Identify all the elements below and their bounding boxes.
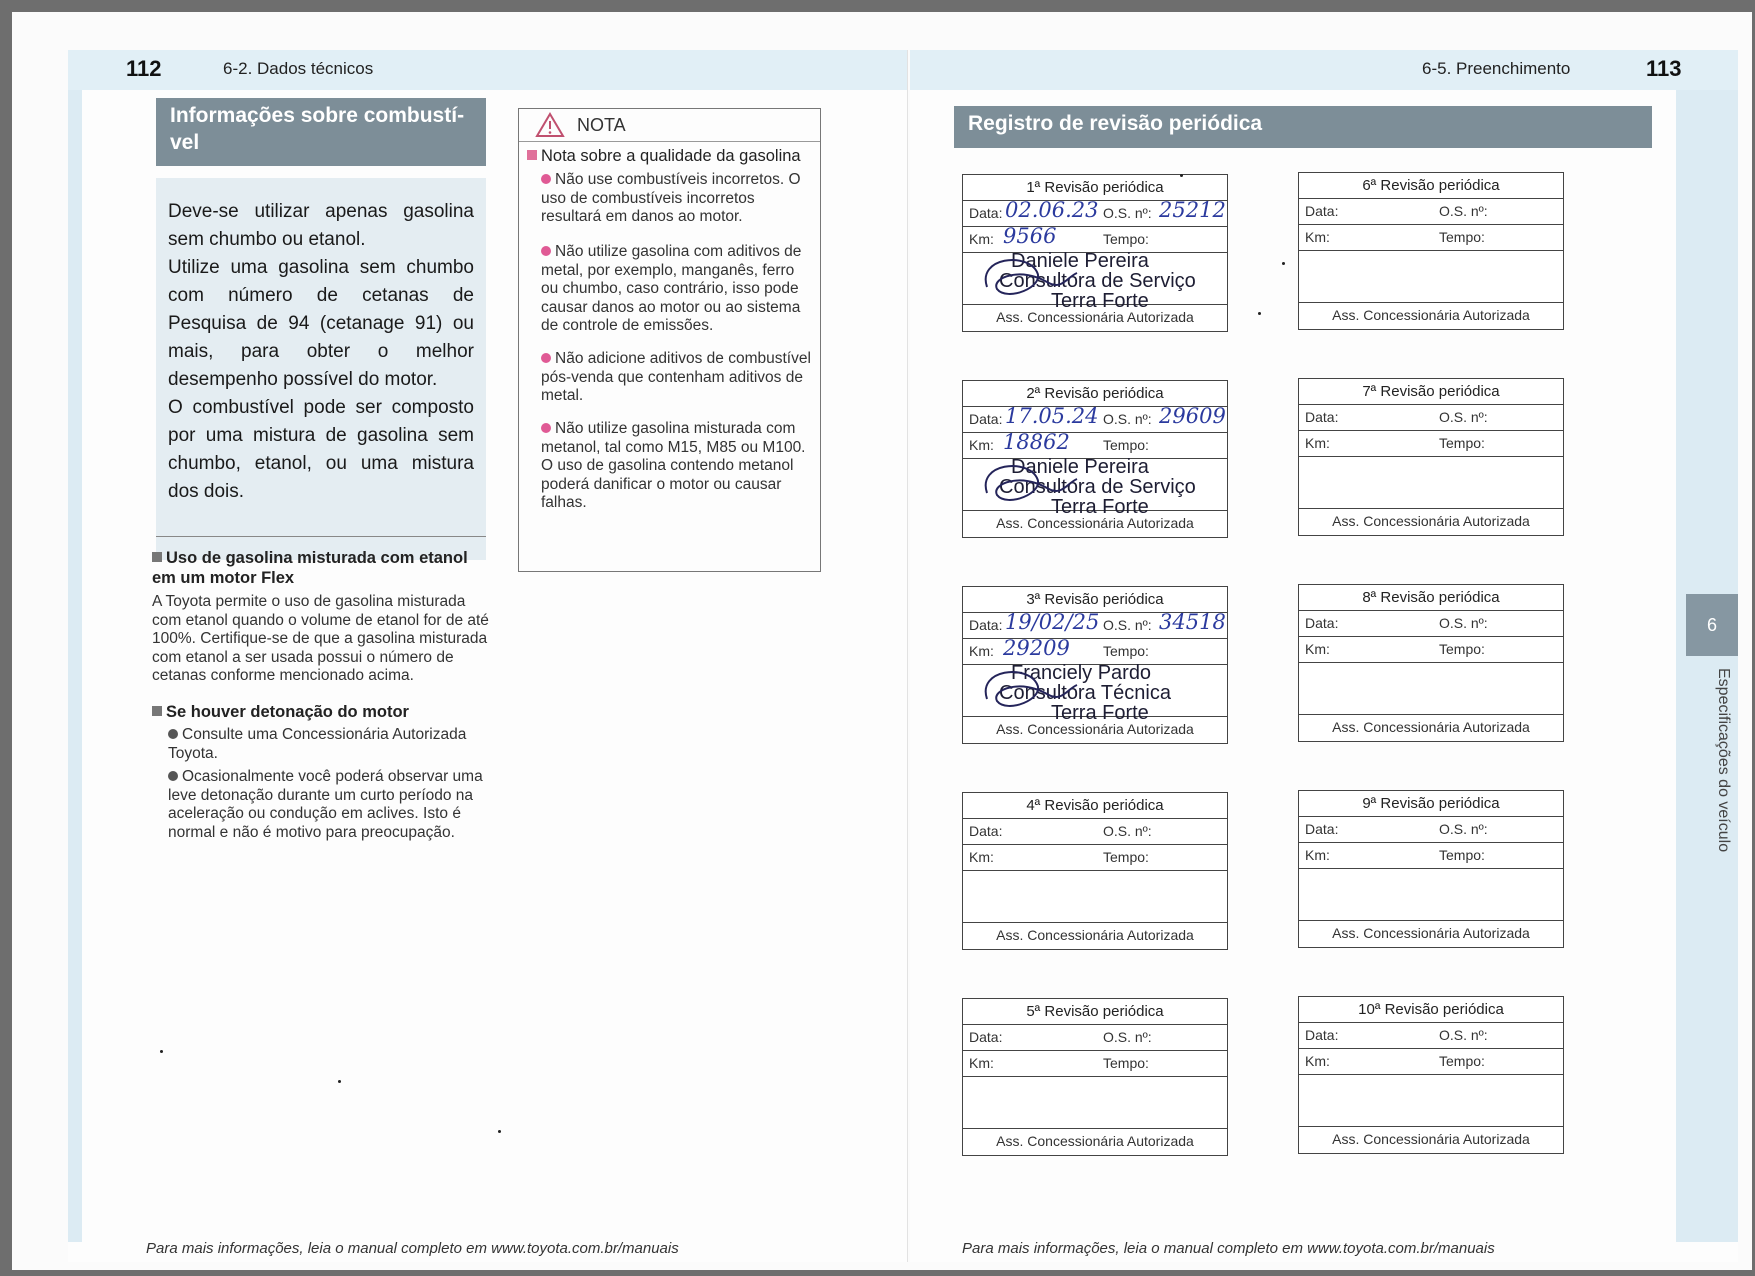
signature-label: Ass. Concessionária Autorizada xyxy=(1332,1131,1530,1147)
nota-bullet: Não utilize gasolina com aditivos de metal, por exemplo, manganês, ferro ou chumbo, caso contrário, isso pode causar danos ao motor ou ao sistema de controle de emissões. xyxy=(541,243,802,334)
revision-title: 10ª Revisão periódica xyxy=(1299,997,1563,1023)
revision-card xyxy=(1298,790,1564,948)
scan-speck xyxy=(1180,174,1183,177)
signature-area xyxy=(1299,869,1563,921)
stamp-line: Consultora Técnica xyxy=(999,682,1171,704)
date-label: Data: xyxy=(1305,615,1339,631)
signature-label: Ass. Concessionária Autorizada xyxy=(996,515,1194,531)
os-label: O.S. nº: xyxy=(1439,821,1488,837)
handwritten-signature xyxy=(967,453,1087,523)
scan-speck xyxy=(498,1130,501,1133)
tempo-label: Tempo: xyxy=(1103,437,1149,453)
signature-label: Ass. Concessionária Autorizada xyxy=(1332,925,1530,941)
date-value: 19/02/25 xyxy=(1005,610,1100,634)
tempo-label: Tempo: xyxy=(1439,641,1485,657)
detonation-heading: Se houver detonação do motor xyxy=(152,702,409,722)
round-bullet-icon xyxy=(168,771,178,781)
nota-header xyxy=(519,109,820,142)
revision-title: 1ª Revisão periódica xyxy=(963,175,1227,201)
km-value: 18862 xyxy=(1003,430,1070,454)
handwritten-signature xyxy=(967,247,1087,317)
revision-title: 2ª Revisão periódica xyxy=(963,381,1227,407)
stamp-line: Daniele Pereira xyxy=(1011,250,1149,272)
km-label: Km: xyxy=(969,849,994,865)
signature-area xyxy=(1299,457,1563,509)
fuel-info-header: Informações sobre combustí- vel xyxy=(156,98,486,166)
stamp-line: Daniele Pereira xyxy=(1011,456,1149,478)
signature-label: Ass. Concessionária Autorizada xyxy=(1332,719,1530,735)
signature-area xyxy=(963,871,1227,923)
signature-area xyxy=(963,456,1227,518)
detonation-bullet: Consulte uma Concessionária Autorizada Toyota. xyxy=(168,726,467,762)
revision-title: 8ª Revisão periódica xyxy=(1299,585,1563,611)
nota-bullet: Não use combustíveis incorretos. O uso de combustíveis incorretos resultará em danos ao motor. xyxy=(541,171,801,225)
km-row xyxy=(963,845,1227,871)
right-page xyxy=(910,50,1738,1262)
km-label: Km: xyxy=(1305,1053,1330,1069)
tempo-label: Tempo: xyxy=(1103,849,1149,865)
os-label: O.S. nº: xyxy=(1439,203,1488,219)
km-label: Km: xyxy=(1305,229,1330,245)
date-row xyxy=(963,819,1227,845)
signature-label: Ass. Concessionária Autorizada xyxy=(1332,513,1530,529)
tempo-label: Tempo: xyxy=(1439,435,1485,451)
handwritten-signature xyxy=(967,659,1087,729)
revision-card xyxy=(1298,584,1564,742)
signature-area xyxy=(963,662,1227,724)
round-bullet-icon xyxy=(541,423,551,433)
os-label: O.S. nº: xyxy=(1103,1029,1152,1045)
nota-bullet: Não utilize gasolina misturada com metanol, tal como M15, M85 ou M100. O uso de gasolina contendo metanol poderá danificar o motor ou causar falhas. xyxy=(541,420,806,511)
stamp-line: Terra Forte xyxy=(1051,702,1149,724)
detonation-bullet: Ocasionalmente você poderá observar uma leve detonação durante um curto período na aceleração ou condução em aclives. Isto é normal e não é motivo para preocupação. xyxy=(168,768,483,841)
date-value: 17.05.24 xyxy=(1005,404,1099,428)
nota-box xyxy=(518,108,821,572)
signature-area xyxy=(963,250,1227,312)
scan-speck xyxy=(1282,262,1285,265)
paragraph: Utilize uma gasolina sem chumbo com número de cetanas de Pesquisa de 94 (cetanage 91) ou mais, para obter o melhor desempenho possível do motor. xyxy=(168,257,474,390)
date-label: Data: xyxy=(969,205,1003,221)
os-value: 29609 xyxy=(1159,404,1226,428)
revision-card xyxy=(962,792,1228,950)
footer-note: Para mais informações, leia o manual completo em www.toyota.com.br/manuais xyxy=(962,1240,1495,1257)
km-label: Km: xyxy=(969,1055,994,1071)
top-band xyxy=(910,50,1738,90)
date-row xyxy=(1299,817,1563,843)
signature-area xyxy=(1299,1075,1563,1127)
scan-speck xyxy=(338,1080,341,1083)
warning-icon xyxy=(535,112,565,138)
signature-label: Ass. Concessionária Autorizada xyxy=(996,927,1194,943)
date-row xyxy=(1299,611,1563,637)
nota-bullet: Não adicione aditivos de combustível pós-venda que contenham aditivos de metal. xyxy=(541,350,811,404)
top-band xyxy=(68,50,907,90)
tempo-label: Tempo: xyxy=(1439,1053,1485,1069)
scan-speck xyxy=(1258,312,1261,315)
revision-card xyxy=(962,174,1228,332)
signature-label: Ass. Concessionária Autorizada xyxy=(996,721,1194,737)
divider xyxy=(156,536,486,537)
revision-title: 7ª Revisão periódica xyxy=(1299,379,1563,405)
km-row xyxy=(1299,637,1563,663)
round-bullet-icon xyxy=(541,353,551,363)
date-label: Data: xyxy=(1305,203,1339,219)
square-bullet-icon xyxy=(527,150,537,160)
signature-area xyxy=(963,1077,1227,1129)
tempo-label: Tempo: xyxy=(1439,847,1485,863)
date-label: Data: xyxy=(1305,821,1339,837)
stamp-line: Consultora de Serviço xyxy=(999,476,1196,498)
os-label: O.S. nº: xyxy=(1439,409,1488,425)
km-label: Km: xyxy=(1305,847,1330,863)
km-label: Km: xyxy=(1305,435,1330,451)
os-label: O.S. nº: xyxy=(1103,411,1152,427)
revision-record-header: Registro de revisão periódica xyxy=(954,106,1652,148)
os-value: 25212 xyxy=(1159,198,1226,222)
revision-card xyxy=(1298,378,1564,536)
revision-card xyxy=(1298,996,1564,1154)
date-label: Data: xyxy=(969,1029,1003,1045)
revision-title: 5ª Revisão periódica xyxy=(963,999,1227,1025)
section-name: 6-2. Dados técnicos xyxy=(223,59,374,78)
revision-card xyxy=(962,586,1228,744)
signature-area xyxy=(1299,251,1563,303)
date-label: Data: xyxy=(969,823,1003,839)
scan-speck xyxy=(160,1050,163,1053)
revision-card xyxy=(1298,172,1564,330)
stamp-line: Terra Forte xyxy=(1051,290,1149,312)
km-label: Km: xyxy=(1305,641,1330,657)
km-value: 9566 xyxy=(1003,224,1057,248)
round-bullet-icon xyxy=(541,174,551,184)
os-label: O.S. nº: xyxy=(1103,617,1152,633)
page-number: 112 xyxy=(126,56,162,81)
revision-title: 3ª Revisão periódica xyxy=(963,587,1227,613)
flex-text: A Toyota permite o uso de gasolina misturada com etanol quando o volume de etanol for de até 100%. Certifique-se de que a gasolina misturada com etanol a ser usada possui o número de cetanas conforme mencionado acima. xyxy=(152,593,489,684)
os-label: O.S. nº: xyxy=(1103,205,1152,221)
left-page xyxy=(68,50,908,1262)
revision-title: 6ª Revisão periódica xyxy=(1299,173,1563,199)
round-bullet-icon xyxy=(168,729,178,739)
side-band xyxy=(1676,90,1738,1242)
date-row xyxy=(1299,1023,1563,1049)
signature-label: Ass. Concessionária Autorizada xyxy=(1332,307,1530,323)
km-row xyxy=(1299,1049,1563,1075)
os-label: O.S. nº: xyxy=(1439,1027,1488,1043)
chapter-title: Especificações do veículo xyxy=(1715,668,1732,853)
km-label: Km: xyxy=(969,231,994,247)
date-label: Data: xyxy=(1305,409,1339,425)
km-row xyxy=(1299,431,1563,457)
revision-card xyxy=(962,380,1228,538)
date-label: Data: xyxy=(1305,1027,1339,1043)
round-bullet-icon xyxy=(541,246,551,256)
date-label: Data: xyxy=(969,411,1003,427)
side-band xyxy=(68,90,82,1242)
km-label: Km: xyxy=(969,643,994,659)
tempo-label: Tempo: xyxy=(1103,231,1149,247)
nota-title: NOTA xyxy=(577,115,626,135)
date-label: Data: xyxy=(969,617,1003,633)
revision-card xyxy=(962,998,1228,1156)
section-name: 6-5. Preenchimento xyxy=(1422,59,1571,78)
tempo-label: Tempo: xyxy=(1103,643,1149,659)
os-value: 34518 xyxy=(1159,610,1226,634)
tempo-label: Tempo: xyxy=(1103,1055,1149,1071)
paragraph: O combustível pode ser composto por uma mistura de gasolina sem chumbo, etanol, ou uma mistura dos dois. xyxy=(168,397,474,502)
date-row xyxy=(1299,405,1563,431)
stamp-line: Consultora de Serviço xyxy=(999,270,1196,292)
km-label: Km: xyxy=(969,437,994,453)
tempo-label: Tempo: xyxy=(1439,229,1485,245)
stamp-line: Franciely Pardo xyxy=(1011,662,1152,684)
fuel-main-text xyxy=(156,178,486,560)
nota-heading: Nota sobre a qualidade da gasolina xyxy=(527,147,801,166)
stamp-line: Terra Forte xyxy=(1051,496,1149,518)
date-value: 02.06.23 xyxy=(1005,198,1099,222)
flex-heading: Uso de gasolina misturada com etanol em um motor Flex xyxy=(152,549,468,587)
signature-label: Ass. Concessionária Autorizada xyxy=(996,309,1194,325)
os-label: O.S. nº: xyxy=(1103,823,1152,839)
km-row xyxy=(1299,843,1563,869)
paragraph: Deve-se utilizar apenas gasolina sem chumbo ou etanol. xyxy=(168,201,474,250)
chapter-tab: 6 xyxy=(1686,594,1738,656)
km-row xyxy=(963,1051,1227,1077)
square-bullet-icon xyxy=(152,706,162,716)
km-value: 29209 xyxy=(1003,636,1070,660)
footer-note: Para mais informações, leia o manual completo em www.toyota.com.br/manuais xyxy=(146,1240,679,1257)
revision-title: 4ª Revisão periódica xyxy=(963,793,1227,819)
os-label: O.S. nº: xyxy=(1439,615,1488,631)
revision-title: 9ª Revisão periódica xyxy=(1299,791,1563,817)
page-number: 113 xyxy=(1646,56,1682,81)
signature-area xyxy=(1299,663,1563,715)
date-row xyxy=(963,1025,1227,1051)
date-row xyxy=(1299,199,1563,225)
square-bullet-icon xyxy=(152,552,162,562)
km-row xyxy=(1299,225,1563,251)
signature-label: Ass. Concessionária Autorizada xyxy=(996,1133,1194,1149)
